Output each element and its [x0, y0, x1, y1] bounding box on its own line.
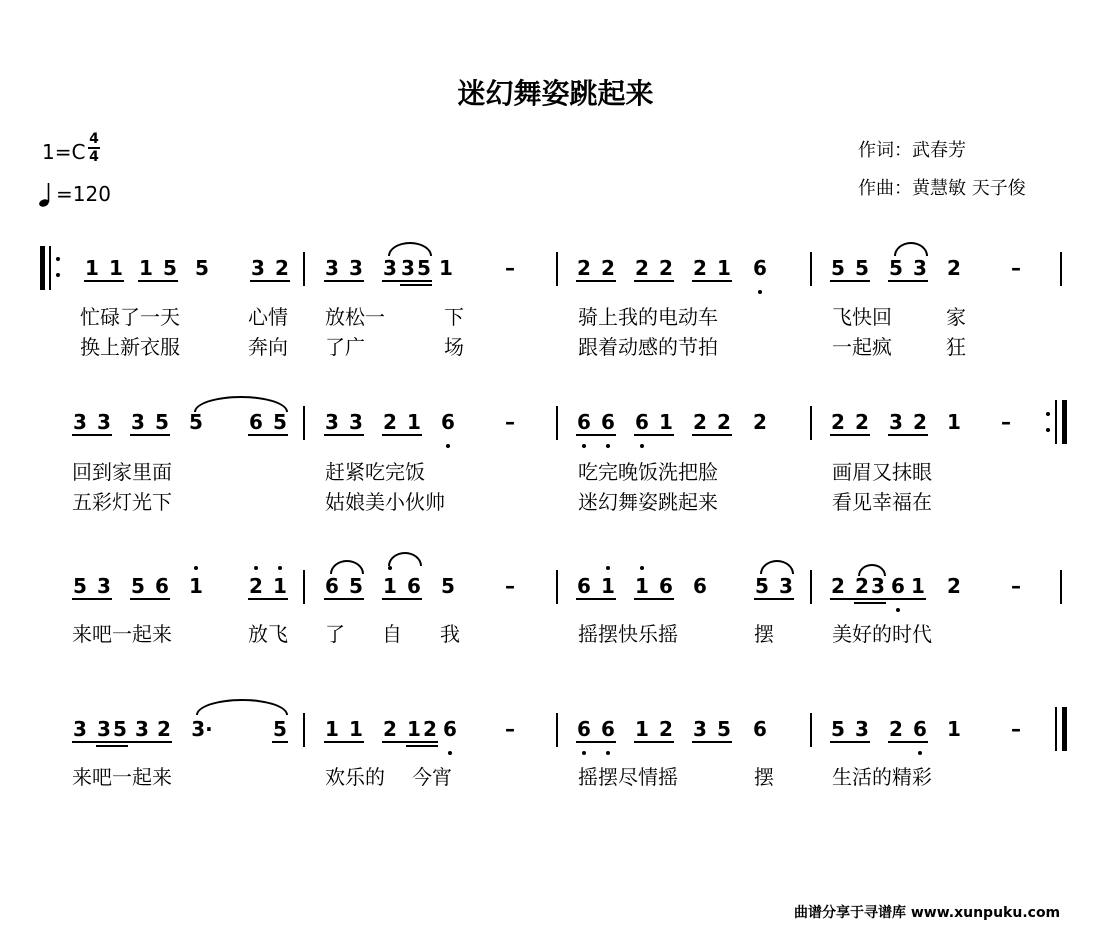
upper-octave-dot [194, 566, 198, 570]
note: 2 [383, 717, 397, 741]
note: 2 [601, 256, 615, 280]
note: 5 [831, 717, 845, 741]
note: 2 [947, 256, 961, 280]
underline [324, 280, 364, 282]
underline [830, 280, 870, 282]
barline [810, 713, 812, 747]
note: 1 [109, 256, 123, 280]
dash: – [505, 410, 515, 434]
note: 6 [155, 574, 169, 598]
underline [634, 598, 674, 600]
note: 6 [601, 717, 615, 741]
note: 3 [97, 410, 111, 434]
lyric-line: 了 [325, 622, 345, 646]
note: 6 [635, 410, 649, 434]
note: 3 [325, 410, 339, 434]
note: 5 [755, 574, 769, 598]
underline [576, 434, 616, 436]
lower-octave-dot [640, 444, 644, 448]
barline [810, 406, 812, 440]
note: 3 [97, 574, 111, 598]
note: 3 [131, 410, 145, 434]
note: 5 [273, 410, 287, 434]
note: 2 [913, 410, 927, 434]
lyric-line: 美好的时代 [832, 622, 932, 646]
quarter-note-icon [38, 182, 54, 208]
note: 2 [249, 574, 263, 598]
time-signature-top: 4 [89, 131, 99, 147]
note: 1 [325, 717, 339, 741]
note: 3 [349, 256, 363, 280]
lyric-line: 奔向 [248, 335, 288, 359]
note: 3· [191, 717, 213, 741]
lower-octave-dot [918, 751, 922, 755]
tie [388, 242, 432, 256]
note: 5 [717, 717, 731, 741]
note: 1 [383, 574, 397, 598]
note: 1 [189, 574, 203, 598]
lower-octave-dot [446, 444, 450, 448]
underline [830, 598, 926, 600]
note: 6 [249, 410, 263, 434]
underline [96, 745, 128, 747]
note: 3 [251, 256, 265, 280]
underline [754, 598, 794, 600]
final-barline-thin [1055, 707, 1057, 751]
dash: – [1011, 717, 1021, 741]
barline [1060, 570, 1062, 604]
note: 5 [441, 574, 455, 598]
dash: – [505, 574, 515, 598]
lower-octave-dot [758, 290, 762, 294]
lyric-line: 摆 [754, 622, 774, 646]
underline [248, 434, 288, 436]
underline [382, 741, 438, 743]
lyric-line: 飞快回 [832, 305, 892, 329]
underline [634, 280, 674, 282]
note: 5 [349, 574, 363, 598]
key-signature: 1=C [42, 140, 86, 164]
underline [692, 280, 732, 282]
note: 3 [97, 717, 111, 741]
note: 1 [139, 256, 153, 280]
barline [556, 713, 558, 747]
time-signature [86, 132, 102, 164]
note: 6 [325, 574, 339, 598]
tie [894, 242, 928, 256]
underline [634, 741, 674, 743]
note: 2 [947, 574, 961, 598]
note: 3 [401, 256, 415, 280]
note: 2 [855, 410, 869, 434]
note: 2 [693, 256, 707, 280]
note: 3 [383, 256, 397, 280]
lyric-line: 放松一 [325, 305, 385, 329]
final-barline [1062, 707, 1067, 751]
note: 3 [779, 574, 793, 598]
tie [760, 560, 794, 574]
note: 5 [855, 256, 869, 280]
underline [692, 741, 732, 743]
underline [576, 741, 616, 743]
note: 6 [891, 574, 905, 598]
tie [858, 564, 886, 576]
note: 6 [913, 717, 927, 741]
dash: – [505, 256, 515, 280]
note: 6 [577, 410, 591, 434]
song-title: 迷幻舞姿跳起来 [457, 77, 654, 110]
upper-octave-dot [606, 566, 610, 570]
barline [303, 406, 305, 440]
note: 2 [659, 256, 673, 280]
note: 2 [659, 717, 673, 741]
underline [830, 741, 870, 743]
underline [72, 741, 172, 743]
note: 6 [693, 574, 707, 598]
repeat-end-barline [1062, 400, 1067, 444]
underline [138, 280, 178, 282]
note: 3 [693, 717, 707, 741]
lyric-line: 摆 [754, 765, 774, 789]
barline [303, 252, 305, 286]
note: 2 [423, 717, 437, 741]
barline [556, 570, 558, 604]
underline [324, 741, 364, 743]
repeat-end-thin [1055, 400, 1057, 444]
underline [250, 280, 290, 282]
lyric-line: 回到家里面 [72, 460, 172, 484]
tie [330, 560, 364, 574]
lower-octave-dot [606, 444, 610, 448]
lyric-line: 放飞 [248, 622, 288, 646]
lyric-line: 姑娘美小伙帅 [325, 490, 445, 514]
underline [72, 598, 112, 600]
barline [810, 570, 812, 604]
lower-octave-dot [606, 751, 610, 755]
barline [303, 713, 305, 747]
note: 1 [85, 256, 99, 280]
tie [196, 699, 288, 715]
note: 5 [155, 410, 169, 434]
underline [130, 598, 170, 600]
lyric-line: 来吧一起来 [72, 765, 172, 789]
note: 3 [855, 717, 869, 741]
lyric-line: 赶紧吃完饭 [325, 460, 425, 484]
lyric-line: 了广 [325, 335, 365, 359]
underline [248, 598, 288, 600]
tie [388, 552, 422, 566]
note: 2 [889, 717, 903, 741]
note: 1 [349, 717, 363, 741]
note: 3 [889, 410, 903, 434]
lower-octave-dot [582, 751, 586, 755]
note: 2 [275, 256, 289, 280]
dash: – [1001, 410, 1011, 434]
note: 1 [407, 717, 421, 741]
note: 1 [659, 410, 673, 434]
note: 2 [753, 410, 767, 434]
repeat-dot [56, 273, 60, 277]
lyric-line: 下 [444, 305, 464, 329]
note: 5 [131, 574, 145, 598]
underline [888, 434, 928, 436]
lyric-line: 生活的精彩 [832, 765, 932, 789]
note: 1 [635, 717, 649, 741]
note: 1 [717, 256, 731, 280]
note: 1 [273, 574, 287, 598]
repeat-start-barline [40, 246, 45, 290]
lower-octave-dot [448, 751, 452, 755]
lyric-line: 看见幸福在 [832, 490, 932, 514]
composer-credit: 作曲：黄慧敏 天子俊 [858, 178, 1026, 199]
note: 5 [195, 256, 209, 280]
note: 6 [443, 717, 457, 741]
repeat-dot [56, 257, 60, 261]
note: 6 [753, 256, 767, 280]
note: 2 [635, 256, 649, 280]
lyric-line: 自 [382, 622, 402, 646]
note: 2 [157, 717, 171, 741]
note: 2 [855, 574, 869, 598]
lyric-line: 一起疯 [832, 335, 892, 359]
barline [303, 570, 305, 604]
lyric-line: 家 [946, 305, 966, 329]
lyric-line: 换上新衣服 [80, 335, 180, 359]
note: 2 [831, 410, 845, 434]
note: 3 [349, 410, 363, 434]
lyric-line: 五彩灯光下 [72, 490, 172, 514]
note: 2 [717, 410, 731, 434]
note: 1 [947, 410, 961, 434]
note: 1 [439, 256, 453, 280]
note: 6 [753, 717, 767, 741]
underline [382, 280, 432, 282]
lyric-line: 跟着动感的节拍 [578, 335, 718, 359]
lyric-line: 来吧一起来 [72, 622, 172, 646]
lower-octave-dot [896, 608, 900, 612]
note: 1 [911, 574, 925, 598]
dash: – [1011, 574, 1021, 598]
time-signature-bottom: 4 [89, 149, 99, 165]
note: 6 [577, 717, 591, 741]
underline [576, 598, 616, 600]
underline [854, 602, 886, 604]
note: 2 [383, 410, 397, 434]
note: 1 [947, 717, 961, 741]
lyric-line: 画眉又抹眼 [832, 460, 932, 484]
underline [382, 434, 422, 436]
note: 3 [871, 574, 885, 598]
barline [556, 406, 558, 440]
note: 3 [913, 256, 927, 280]
underline [324, 434, 364, 436]
note: 5 [189, 410, 203, 434]
note: 6 [407, 574, 421, 598]
dash: – [505, 717, 515, 741]
underline [888, 280, 928, 282]
repeat-start-thin [49, 246, 51, 290]
upper-octave-dot [388, 566, 392, 570]
note: 5 [889, 256, 903, 280]
note: 1 [635, 574, 649, 598]
lyric-line: 欢乐的 [325, 765, 385, 789]
underline [272, 741, 288, 743]
underline [400, 284, 432, 286]
lower-octave-dot [582, 444, 586, 448]
underline [84, 280, 124, 282]
dash: – [1011, 256, 1021, 280]
repeat-dot [1046, 428, 1050, 432]
note: 5 [273, 717, 287, 741]
note: 3 [73, 410, 87, 434]
underline [72, 434, 112, 436]
note: 1 [601, 574, 615, 598]
lyric-line: 心情 [248, 305, 288, 329]
upper-octave-dot [278, 566, 282, 570]
repeat-dot [1046, 412, 1050, 416]
barline [810, 252, 812, 286]
note: 5 [417, 256, 431, 280]
note: 5 [73, 574, 87, 598]
note: 5 [113, 717, 127, 741]
lyric-line: 骑上我的电动车 [578, 305, 718, 329]
footer-credit: 曲谱分享于寻谱库 www.xunpuku.com [794, 905, 1061, 921]
lyric-line: 今宵 [412, 765, 452, 789]
lyric-line: 摇摆尽情摇 [578, 765, 678, 789]
barline [1060, 252, 1062, 286]
lyric-line: 忙碌了一天 [80, 305, 180, 329]
upper-octave-dot [254, 566, 258, 570]
lyric-line: 摇摆快乐摇 [578, 622, 678, 646]
underline [692, 434, 732, 436]
note: 6 [659, 574, 673, 598]
underline [830, 434, 870, 436]
lyric-line: 场 [444, 335, 464, 359]
lyric-line: 狂 [946, 335, 966, 359]
note: 5 [831, 256, 845, 280]
underline [382, 598, 422, 600]
note: 6 [577, 574, 591, 598]
underline [130, 434, 170, 436]
note: 6 [441, 410, 455, 434]
tempo-marking: =120 [56, 182, 111, 206]
note: 6 [601, 410, 615, 434]
note: 2 [831, 574, 845, 598]
note: 3 [135, 717, 149, 741]
note: 3 [325, 256, 339, 280]
note: 2 [577, 256, 591, 280]
underline [406, 745, 438, 747]
note: 2 [693, 410, 707, 434]
lyric-line: 迷幻舞姿跳起来 [578, 490, 718, 514]
lyricist-credit: 作词：武春芳 [858, 140, 966, 161]
lyric-line: 吃完晚饭洗把脸 [578, 460, 718, 484]
upper-octave-dot [640, 566, 644, 570]
note: 1 [407, 410, 421, 434]
underline [888, 741, 928, 743]
note: 3 [73, 717, 87, 741]
underline [634, 434, 674, 436]
note: 5 [163, 256, 177, 280]
underline [324, 598, 364, 600]
tie [194, 396, 288, 412]
lyric-line: 我 [440, 622, 460, 646]
underline [576, 280, 616, 282]
barline [556, 252, 558, 286]
